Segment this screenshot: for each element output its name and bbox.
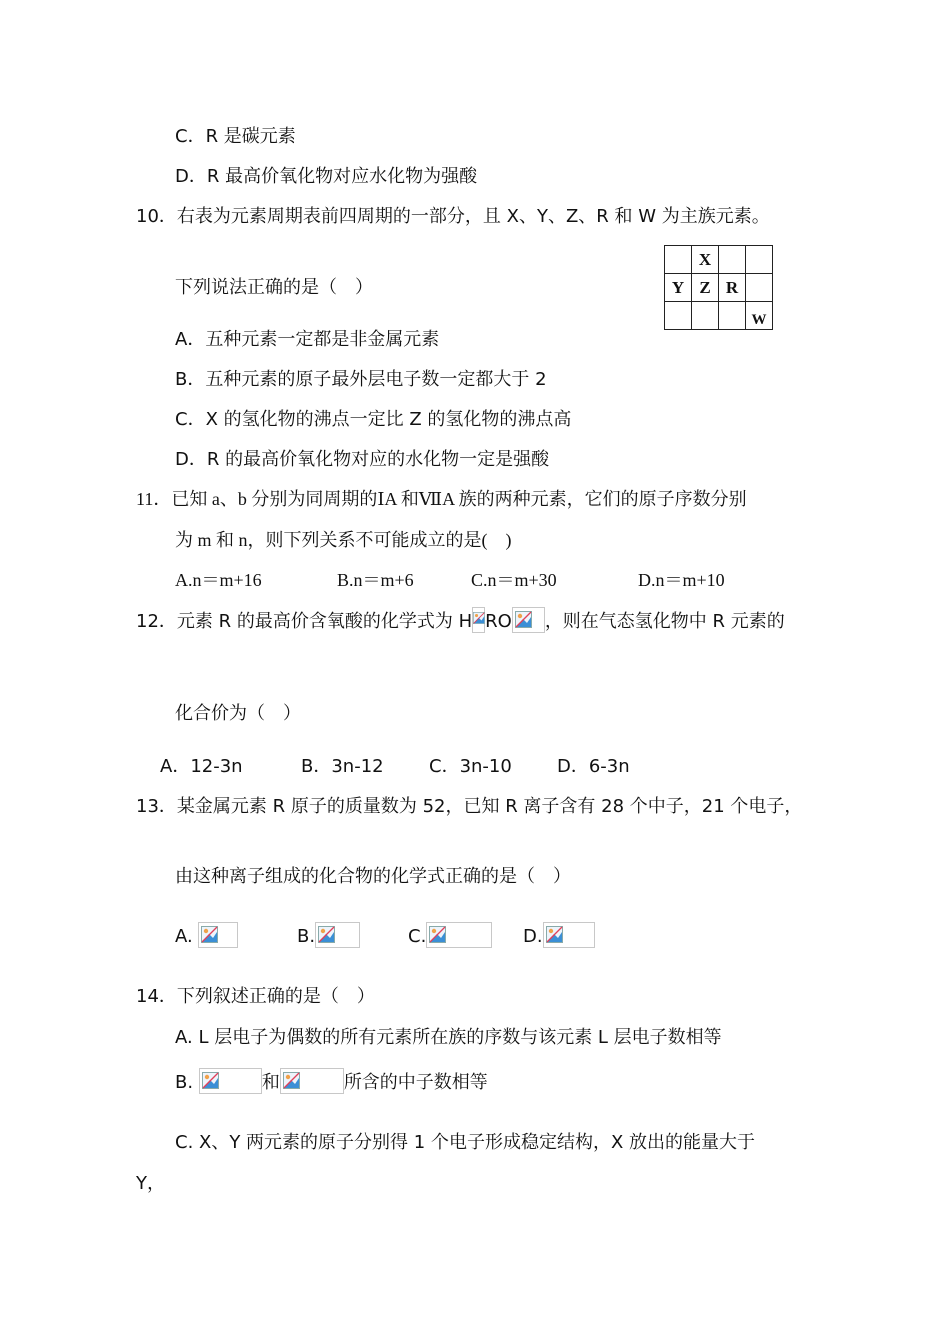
q11-option-d: D.n＝m+10 — [638, 570, 725, 590]
q13-option-b — [297, 922, 360, 949]
q13-option-d-label: D. — [523, 926, 543, 947]
formula-image — [512, 607, 545, 633]
q11-option-a: A.n＝m+16 — [175, 570, 262, 590]
broken-image-icon — [429, 926, 446, 943]
formula-image — [472, 607, 485, 633]
q12-stem-pre: 12．元素 R 的最高价含氧酸的化学式为 H — [136, 611, 473, 632]
q9-option-c: C．R 是碳元素 — [175, 126, 296, 147]
ptable-cell-x: X — [692, 246, 719, 274]
ptable-cell — [692, 302, 719, 330]
q14-option-b-and: 和 — [261, 1072, 280, 1093]
q12-option-a: A．12-3n — [160, 756, 243, 777]
q12-stem-cont: 化合价为（ ） — [175, 703, 301, 724]
q12-option-d: D．6-3n — [557, 756, 630, 777]
q14-option-c: C. X、Y 两元素的原子分别得 1 个电子形成稳定结构，X 放出的能量大于 — [175, 1132, 756, 1153]
broken-image-icon — [515, 611, 532, 628]
q10-option-d: D．R 的最高价氧化物对应的水化物一定是强酸 — [175, 449, 550, 470]
q10-ask: 下列说法正确的是（ ） — [175, 277, 373, 298]
broken-image-icon — [201, 926, 218, 943]
ptable-cell-w: W — [746, 302, 773, 330]
formula-image — [199, 1068, 262, 1094]
ptable-cell — [719, 246, 746, 274]
q13-option-a-label: A. — [175, 926, 193, 947]
q10-stem: 10．右表为元素周期表前四周期的一部分，且 X、Y、Z、R 和 W 为主族元素。 — [136, 206, 770, 227]
q10-option-b: B．五种元素的原子最外层电子数一定都大于 2 — [175, 369, 547, 390]
q13-option-a — [175, 922, 238, 949]
q14-option-c-cont: Y， — [136, 1173, 165, 1194]
formula-image — [426, 922, 492, 948]
q14-option-b — [175, 1068, 488, 1095]
q11-stem: 11．已知 a、b 分别为同周期的ⅠA 和ⅦA 族的两种元素，它们的原子序数分别 — [136, 489, 747, 509]
q12-option-c: C．3n-10 — [429, 756, 512, 777]
q14-option-b-text: 所含的中子数相等 — [343, 1072, 488, 1093]
q12-stem-mid: RO — [485, 611, 512, 632]
formula-image — [543, 922, 595, 948]
ptable-cell-y: Y — [665, 274, 692, 302]
q13-stem-cont: 由这种离子组成的化合物的化学式正确的是（ ） — [175, 866, 571, 887]
ptable-cell-r: R — [719, 274, 746, 302]
q11-option-b: B.n＝m+6 — [337, 570, 414, 590]
formula-image — [280, 1068, 344, 1094]
ptable-cell — [665, 246, 692, 274]
q14-stem: 14．下列叙述正确的是（ ） — [136, 986, 375, 1007]
q13-option-c-label: C. — [408, 926, 427, 947]
ptable-cell — [746, 246, 773, 274]
q9-option-d: D．R 最高价氧化物对应水化物为强酸 — [175, 166, 478, 187]
broken-image-icon — [473, 612, 485, 624]
q11-option-c: C.n＝m+30 — [471, 570, 557, 590]
q13-option-b-label: B. — [297, 926, 316, 947]
q11-stem-cont: 为 m 和 n，则下列关系不可能成立的是( ) — [175, 530, 512, 550]
broken-image-icon — [318, 926, 335, 943]
broken-image-icon — [283, 1072, 300, 1089]
formula-image — [198, 922, 238, 948]
periodic-table-fragment — [664, 245, 773, 330]
ptable-cell — [719, 302, 746, 330]
q10-option-a: A．五种元素一定都是非金属元素 — [175, 329, 440, 350]
q12-stem — [136, 607, 785, 634]
q14-option-b-label: B. — [175, 1072, 194, 1093]
q13-option-c — [408, 922, 492, 949]
ptable-cell — [746, 274, 773, 302]
broken-image-icon — [202, 1072, 219, 1089]
ptable-cell-z: Z — [692, 274, 719, 302]
q12-option-b: B．3n-12 — [301, 756, 384, 777]
q12-stem-post: ，则在气态氢化物中 R 元素的 — [544, 611, 785, 632]
q10-option-c: C．X 的氢化物的沸点一定比 Z 的氢化物的沸点高 — [175, 409, 572, 430]
q14-option-a: A. L 层电子为偶数的所有元素所在族的序数与该元素 L 层电子数相等 — [175, 1027, 722, 1048]
broken-image-icon — [546, 926, 563, 943]
q13-stem: 13．某金属元素 R 原子的质量数为 52，已知 R 离子含有 28 个中子，21 个电子， — [136, 796, 803, 817]
formula-image — [315, 922, 360, 948]
ptable-cell — [665, 302, 692, 330]
q13-option-d — [523, 922, 595, 949]
